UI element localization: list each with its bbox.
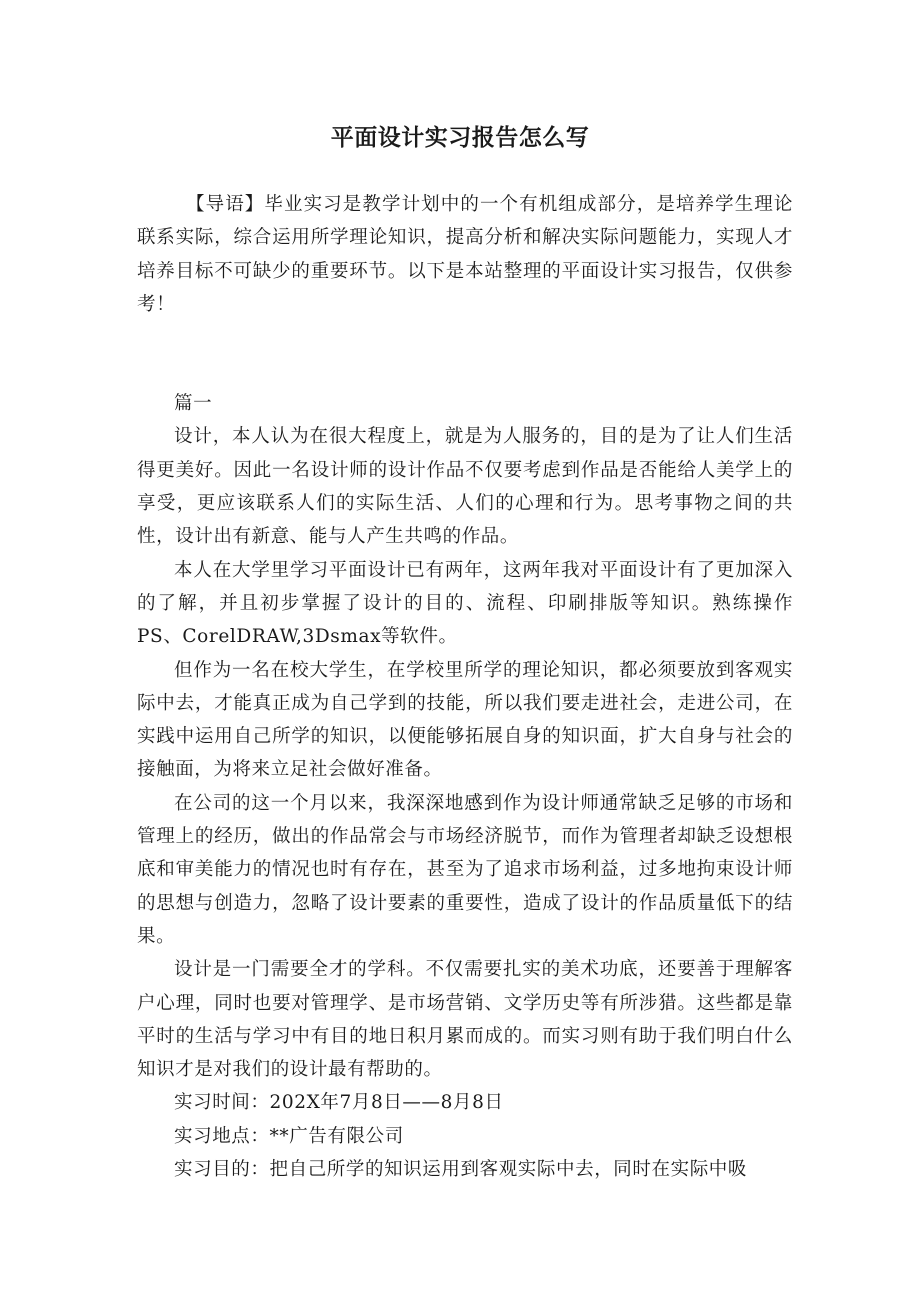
body-paragraph: 但作为一名在校大学生，在学校里所学的理论知识，都必须要放到客观实际中去，才能真正成为自己学到的技能，所以我们要走进社会，走进公司，在实践中运用自己所学的知识，以便能够拓展自身的知识面，扩大自身与社会的接触面，为将来立足社会做好准备。 xyxy=(137,659,793,781)
internship-location: 实习地点：**广告有限公司 xyxy=(174,1125,404,1147)
intro-paragraph: 【导语】毕业实习是教学计划中的一个有机组成部分，是培养学生理论联系实际，综合运用所学理论知识，提高分析和解决实际问题能力，实现人才培养目标不可缺少的重要环节。以下是本站整理的平面设计实习报告，仅供参考！ xyxy=(137,194,793,315)
body-paragraph: 设计是一门需要全才的学科。不仅需要扎实的美术功底，还要善于理解客户心理，同时也要对管理学、是市场营销、文学历史等有所涉猎。这些都是靠平时的生活与学习中有目的地日积月累而成的。而实习则有助于我们明白什么知识才是对我们的设计最有帮助的。 xyxy=(137,959,793,1081)
body-paragraph: 本人在大学里学习平面设计已有两年，这两年我对平面设计有了更加深入的了解，并且初步掌握了设计的目的、流程、印刷排版等知识。熟练操作PS、CorelDRAW,3Dsmax等软件。 xyxy=(137,559,793,648)
body-paragraph: 在公司的这一个月以来，我深深地感到作为设计师通常缺乏足够的市场和管理上的经历，做出的作品常会与市场经济脱节，而作为管理者却缺乏设想根底和审美能力的情况也时有存在，甚至为了追求市场利益，过多地拘束设计师的思想与创造力，忽略了设计要素的重要性，造成了设计的作品质量低下的结果。 xyxy=(137,792,793,947)
internship-time: 实习时间：202X年7月8日——8月8日 xyxy=(174,1092,504,1114)
body-paragraph: 设计，本人认为在很大程度上，就是为人服务的，目的是为了让人们生活得更美好。因此一名设计师的设计作品不仅要考虑到作品是否能给人美学上的享受，更应该联系人们的实际生活、人们的心理和行为。思考事物之间的共性，设计出有新意、能与人产生共鸣的作品。 xyxy=(137,426,793,548)
section-spacer xyxy=(137,321,793,387)
document-title: 平面设计实习报告怎么写 xyxy=(330,125,590,151)
document-body xyxy=(137,188,793,1186)
section-label: 篇一 xyxy=(174,393,213,415)
internship-purpose: 实习目的：把自己所学的知识运用到客观实际中去，同时在实际中吸 xyxy=(174,1159,748,1181)
